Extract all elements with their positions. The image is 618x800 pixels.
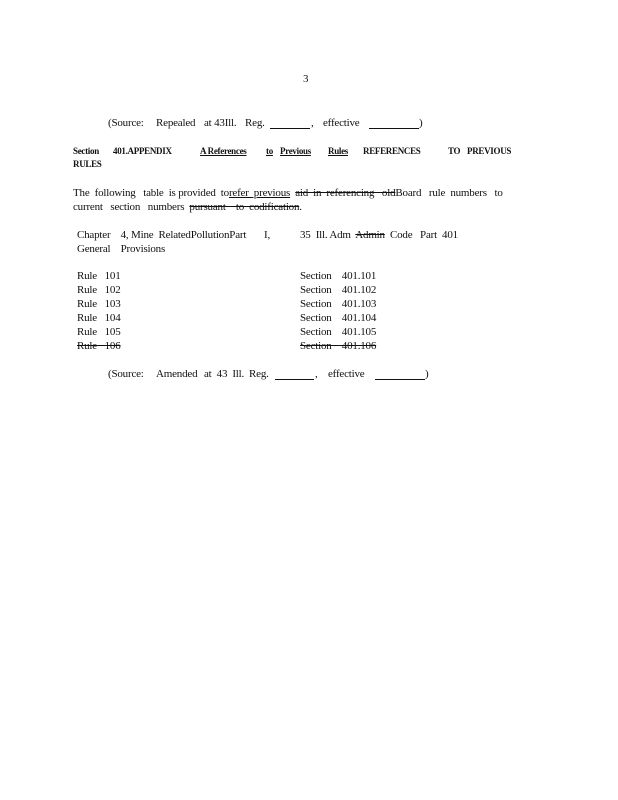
- source-label: (Source:: [108, 117, 144, 129]
- heading-section-number: 401.APPENDIX: [113, 146, 172, 156]
- table-row-rule: Rule 102: [77, 284, 121, 296]
- table-row-rule: Rule 105: [77, 326, 121, 338]
- at-register: at 43Ill.: [204, 117, 237, 129]
- chapter-right: [300, 229, 458, 241]
- close-paren: ): [425, 368, 429, 380]
- reg-word: Reg.: [249, 368, 269, 380]
- source-label: (Source:: [108, 368, 144, 380]
- heading-to: to: [266, 146, 273, 156]
- paragraph-period: .: [299, 201, 302, 213]
- table-row-section: Section 401.105: [300, 326, 377, 338]
- table-row-section: Section 401.102: [300, 284, 377, 296]
- chapter-left-1: Chapter 4, Mine RelatedPollutionPart I,: [77, 229, 271, 241]
- close-paren: ): [419, 117, 423, 129]
- paragraph-deleted-aid: aid in referencing old: [295, 187, 396, 199]
- chapter-right-a: 35 Ill. Adm: [300, 229, 351, 241]
- heading-to-caps: TO: [448, 146, 461, 156]
- paragraph-deleted-pursuant: pursuant to codification: [189, 201, 300, 213]
- table-row-rule: Rule 104: [77, 312, 121, 324]
- chapter-right-deleted: Admin: [355, 229, 385, 241]
- effective-blank: [375, 370, 425, 380]
- page-number: 3: [303, 73, 309, 85]
- register-blank: [275, 370, 314, 380]
- effective-word: effective: [323, 117, 360, 129]
- table-row-section: Section 401.103: [300, 298, 377, 310]
- chapter-left-2: General Provisions: [77, 243, 166, 255]
- table-row-rule: Rule 101: [77, 270, 121, 282]
- repealed-word: Repealed: [156, 117, 196, 129]
- paragraph-text-1a: The following table is provided to: [73, 187, 229, 199]
- paragraph-inserted-refer: refer previous: [228, 187, 291, 199]
- table-row-section: Section 401.101: [300, 270, 377, 282]
- effective-word: effective: [328, 368, 365, 380]
- heading-section-word: Section: [73, 146, 99, 156]
- effective-blank: [369, 119, 419, 129]
- paragraph-line-2: [73, 201, 302, 213]
- amended-word: Amended: [156, 368, 198, 380]
- at-register: at 43 Ill.: [204, 368, 245, 380]
- reg-word: Reg.: [245, 117, 265, 129]
- paragraph-line-1: [73, 187, 503, 199]
- comma: ,: [315, 368, 318, 380]
- paragraph-text-1b: Board rule numbers to: [395, 187, 503, 199]
- heading-a-references: A References: [200, 146, 247, 156]
- chapter-right-b: Code Part 401: [389, 229, 458, 241]
- paragraph-text-2a: current section numbers: [73, 201, 185, 213]
- table-row-rule: Rule 103: [77, 298, 121, 310]
- register-blank: [270, 119, 310, 129]
- table-row-rule-deleted: Rule 106: [77, 340, 121, 352]
- heading-references-caps: REFERENCES: [363, 146, 421, 156]
- heading-rules-caps: RULES: [73, 159, 102, 169]
- comma: ,: [311, 117, 314, 129]
- table-row-section-deleted: Section 401.106: [300, 340, 377, 352]
- heading-previous: Previous: [280, 146, 311, 156]
- table-row-section: Section 401.104: [300, 312, 377, 324]
- heading-rules: Rules: [328, 146, 349, 156]
- heading-previous-caps: PREVIOUS: [467, 146, 512, 156]
